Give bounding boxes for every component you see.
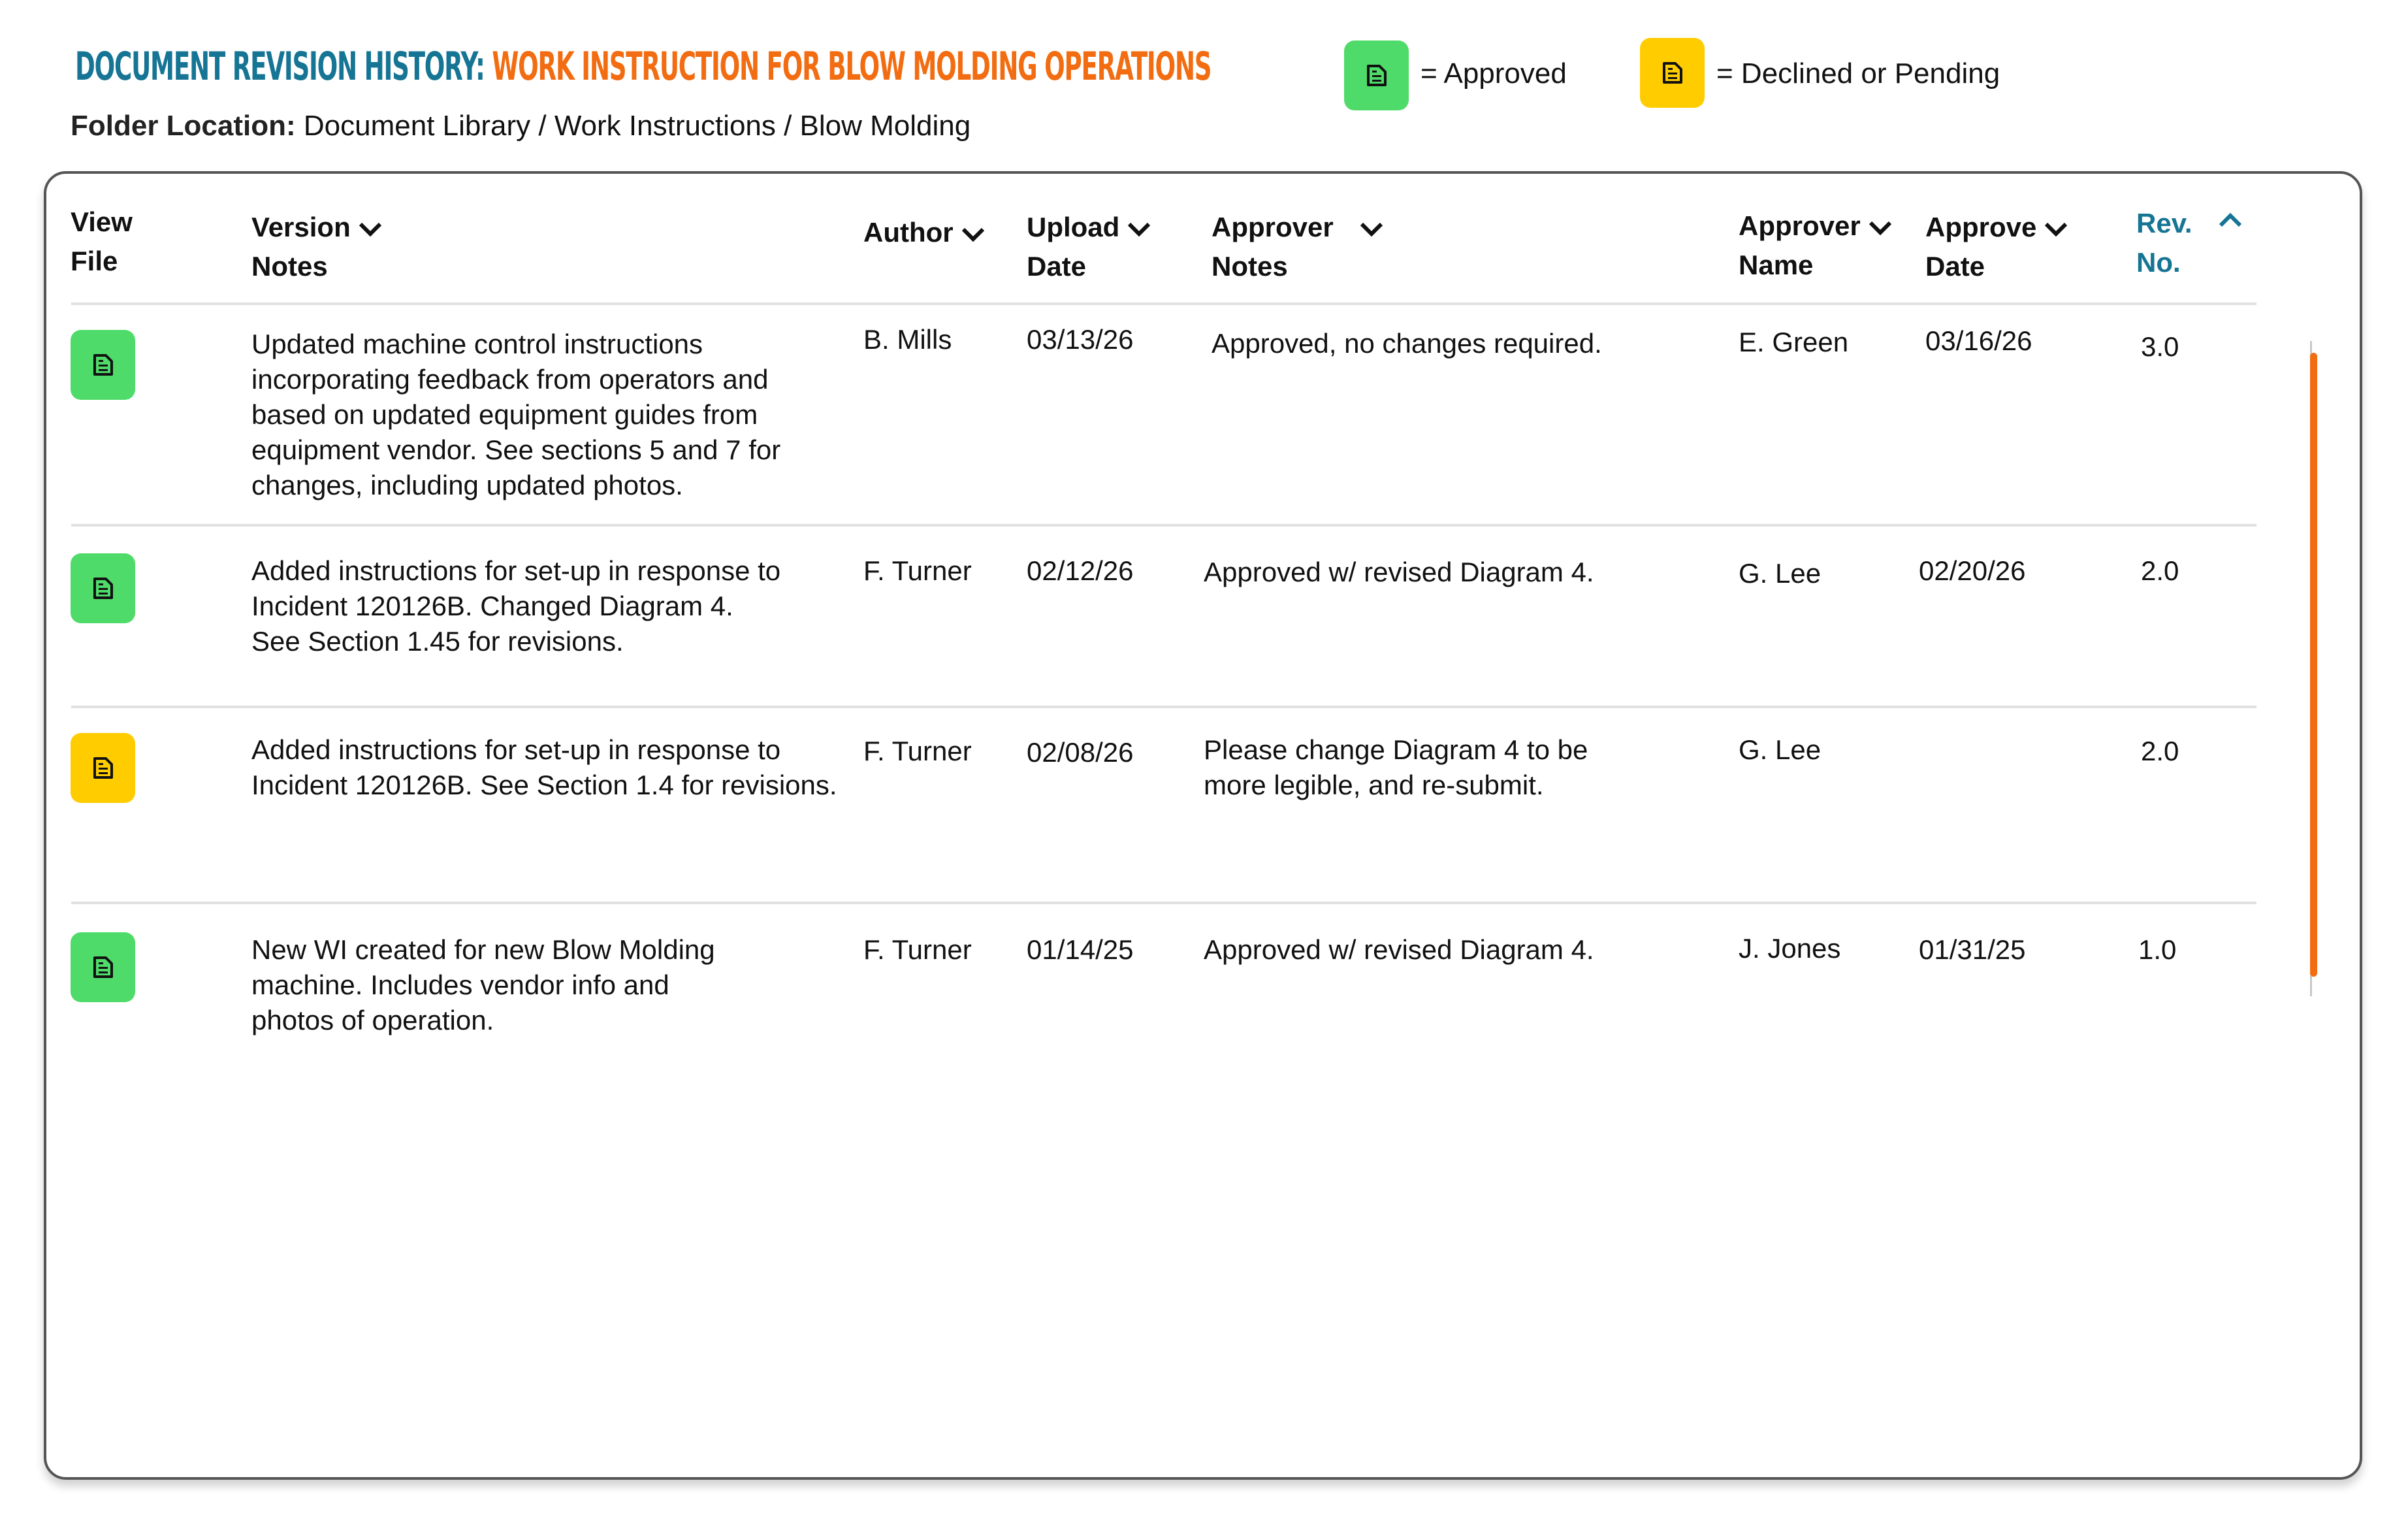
row-divider [71,706,2256,708]
header-line1: Approver [1739,210,1861,241]
approver-notes [1204,932,1594,968]
header-line1: Version [251,212,351,242]
header-line2: Name [1739,250,1814,280]
rev-no: 1.0 [2138,934,2177,965]
view-file-button-approved[interactable] [71,330,135,400]
header-line1: Approve [1925,212,2037,242]
legend-declined-swatch [1640,38,1705,108]
chevron-down-icon[interactable] [357,221,383,238]
approver-notes-line: Approved w/ revised Diagram 4. [1204,557,1594,587]
version-notes [251,732,837,803]
legend-approved-label: = Approved [1421,57,1567,90]
approver-notes-line: more legible, and re-submit. [1204,770,1544,800]
column-header-approver-notes[interactable] [1212,208,1385,286]
notes-line: New WI created for new Blow Molding [251,934,715,965]
column-header-upload-date[interactable] [1027,208,1152,286]
view-file-button-approved[interactable] [71,932,135,1002]
author: F. Turner [863,555,972,586]
column-header-view-file [71,203,133,281]
document-icon [93,578,114,600]
folder-path: Document Library / Work Instructions / Blow Molding [303,110,971,142]
notes-line: changes, including updated photos. [251,470,683,500]
notes-line: Incident 120126B. Changed Diagram 4. [251,591,733,621]
chevron-up-icon[interactable] [2217,212,2243,229]
header-line2: File [71,246,118,276]
author: B. Mills [863,324,952,355]
header-line2: Date [1027,251,1087,282]
header-divider [71,302,2256,305]
approver-notes [1212,326,1602,361]
author: F. Turner [863,736,972,766]
notes-line: machine. Includes vendor info and [251,970,669,1000]
rev-no: 3.0 [2141,331,2179,362]
approver-name: E. Green [1739,327,1849,357]
rev-no: 2.0 [2141,736,2179,766]
chevron-down-icon[interactable] [960,226,986,243]
document-icon [93,757,114,779]
upload-date: 03/13/26 [1027,324,1134,355]
column-header-rev-no[interactable] [2136,204,2243,282]
document-icon [93,354,114,376]
notes-line: See Section 1.45 for revisions. [251,626,624,657]
chevron-down-icon[interactable] [1358,221,1385,238]
legend-approved-swatch [1344,41,1409,110]
notes-line: based on updated equipment guides from [251,399,758,430]
notes-line: equipment vendor. See sections 5 and 7 for [251,434,781,465]
header-line1: Upload [1027,212,1120,242]
row-divider [71,524,2256,527]
row-divider [71,902,2256,904]
document-icon [1662,62,1683,84]
approve-date: 01/31/25 [1919,934,2026,965]
folder-location [71,110,971,142]
approver-name: G. Lee [1739,734,1822,765]
notes-line: Updated machine control instructions [251,329,703,359]
version-notes [251,327,780,503]
view-file-button-approved[interactable] [71,553,135,623]
upload-date: 02/12/26 [1027,555,1134,586]
document-icon [1366,65,1387,87]
column-header-approver-name[interactable] [1739,206,1893,285]
document-icon [93,956,114,979]
header-line2: Notes [251,251,328,282]
title-prefix: DOCUMENT REVISION HISTORY: [75,44,485,90]
document-title: WORK INSTRUCTION FOR BLOW MOLDING OPERATIONS [492,44,1212,90]
approver-name: J. Jones [1739,933,1841,964]
notes-line: Added instructions for set-up in response to [251,734,781,765]
notes-line: Added instructions for set-up in response to [251,555,781,586]
header-line2: No. [2136,247,2181,278]
version-notes [251,932,715,1038]
page-title [75,44,1212,90]
chevron-down-icon[interactable] [1867,220,1893,236]
approver-notes-line: Approved, no changes required. [1212,328,1602,359]
author: F. Turner [863,934,972,965]
header-line2: Date [1925,251,1985,282]
rev-no: 2.0 [2141,555,2179,586]
column-header-approve-date[interactable] [1925,208,2069,286]
approve-date: 03/16/26 [1925,325,2032,356]
approver-notes [1204,555,1594,590]
folder-label: Folder Location: [71,110,296,142]
notes-line: Incident 120126B. See Section 1.4 for revisions. [251,770,837,800]
version-notes [251,553,780,659]
column-header-author[interactable] [863,213,986,252]
chevron-down-icon[interactable] [2043,221,2069,238]
approver-name: G. Lee [1739,558,1822,589]
header-line1: Approver [1212,212,1334,242]
approve-date: 02/20/26 [1919,555,2026,586]
column-header-version-notes[interactable] [251,208,383,286]
legend-declined-label: = Declined or Pending [1716,57,2000,90]
header-line2: Notes [1212,251,1288,282]
approver-notes-line: Approved w/ revised Diagram 4. [1204,934,1594,965]
chevron-down-icon[interactable] [1126,221,1152,238]
notes-line: incorporating feedback from operators and [251,364,769,395]
header-line1: Author [863,217,954,248]
notes-line: photos of operation. [251,1005,494,1035]
view-file-button-declined[interactable] [71,733,135,803]
approver-notes [1204,732,1588,803]
approver-notes-line: Please change Diagram 4 to be [1204,734,1588,765]
header-line1: View [71,206,133,237]
upload-date: 01/14/25 [1027,934,1134,965]
scrollbar-thumb[interactable] [2310,353,2317,977]
upload-date: 02/08/26 [1027,737,1134,768]
header-line1: Rev. [2136,208,2192,238]
